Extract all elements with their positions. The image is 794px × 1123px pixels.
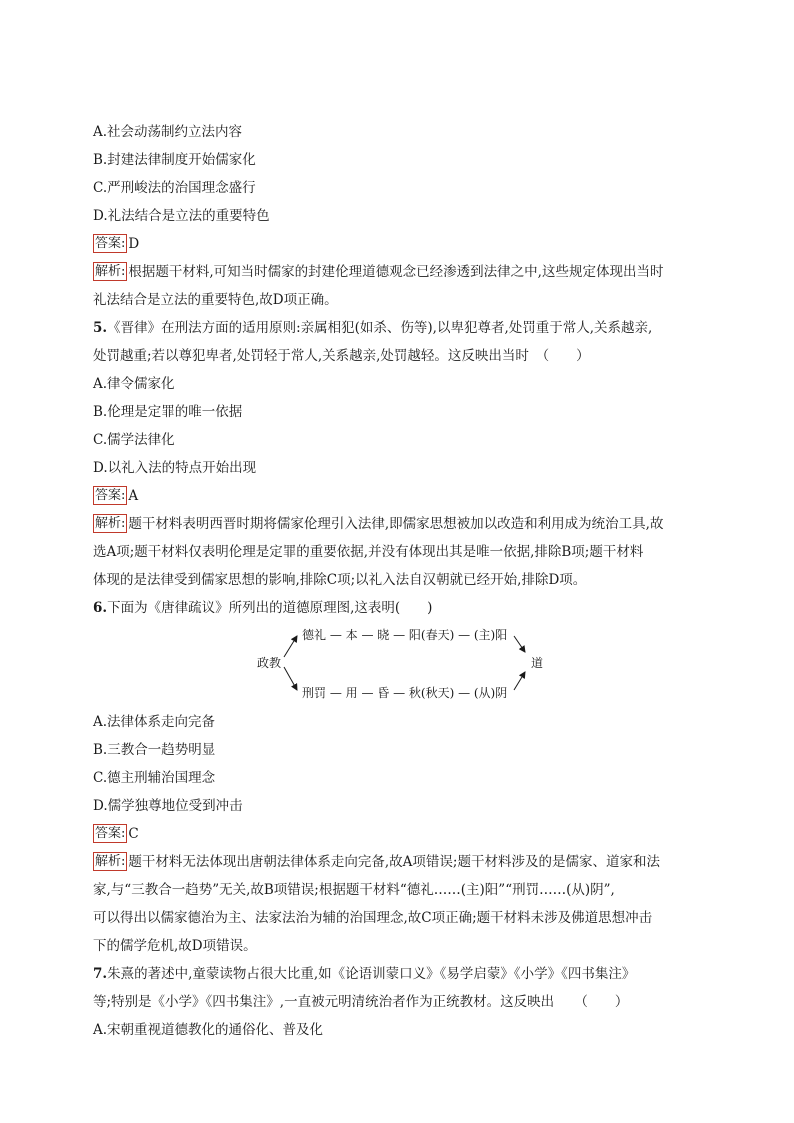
- question-6: [93, 594, 713, 960]
- q4-analysis-line-2: 礼法结合是立法的重要特色,故D项正确。: [93, 292, 338, 308]
- document-page: [93, 118, 713, 1044]
- q6-analysis-line-4: 下的儒学危机,故D项错误。: [93, 938, 257, 954]
- q6-answer-value: C: [128, 826, 139, 842]
- question-5: [93, 314, 713, 594]
- q5-option-a: A.律令儒家化: [93, 376, 175, 392]
- q5-analysis-line-2: 选A项;题干材料仅表明伦理是定罪的重要依据,并没有体现出其是唯一依据,排除B项;题干材料: [93, 544, 644, 560]
- q4-analysis-line-1: 解析: 根据题干材料,可知当时儒家的封建伦理道德观念已经渗透到法律之中,这些规定体现出当时: [95, 264, 664, 280]
- q6-option-a: A.法律体系走向完备: [93, 714, 216, 730]
- question-7: [93, 960, 713, 1044]
- answer-tag: 答案:: [95, 826, 126, 841]
- q5-stem-line-1: 5.《晋律》在刑法方面的适用原则:亲属相犯(如杀、伤等),以卑犯尊者,处罚重于常人,关系越亲,: [93, 320, 653, 336]
- q6-stem: 6.下面为《唐律疏议》所列出的道德原理图,这表明( ): [93, 600, 433, 616]
- q6-option-d: D.儒学独尊地位受到冲击: [93, 798, 243, 814]
- arrow-right-top: [514, 636, 525, 652]
- arrow-right-bottom: [514, 672, 525, 690]
- q6-analysis-line-1: 解析: 题干材料无法体现出唐朝法律体系走向完备,故A项错误;题干材料涉及的是儒家、道家和法: [95, 854, 660, 870]
- q7-option-a: A.宋朝重视道德教化的通俗化、普及化: [93, 1022, 324, 1038]
- q4-answer: [93, 230, 713, 258]
- q5-answer-value: A: [128, 488, 139, 504]
- q6-number: 6.: [93, 600, 108, 616]
- arrow-left-top: [284, 636, 297, 657]
- q5-number: 5.: [93, 320, 108, 336]
- q5-option-c: C.儒学法律化: [93, 432, 175, 448]
- diagram-bottom-row: 刑罚 — 用 — 昏 — 秋(秋天) — (从)阴: [302, 686, 508, 700]
- question-4: [93, 118, 713, 314]
- q4-option-d: D.礼法结合是立法的重要特色: [93, 208, 270, 224]
- diagram-left-label: 政教: [257, 656, 282, 670]
- q5-option-b: B.伦理是定罪的唯一依据: [93, 404, 243, 420]
- analysis-tag: 解析:: [95, 264, 126, 279]
- morality-principle-diagram: [93, 624, 713, 708]
- q7-number: 7.: [93, 966, 108, 982]
- analysis-tag: 解析:: [95, 516, 126, 531]
- q5-option-d: D.以礼入法的特点开始出现: [93, 460, 257, 476]
- diagram-right-label: 道: [531, 656, 544, 670]
- diagram-top-row: 德礼 — 本 — 晓 — 阳(春天) — (主)阳: [302, 628, 508, 642]
- q6-analysis-line-2: 家,与“三教合一趋势”无关,故B项错误;根据题干材料“德礼……(主)阳”“刑罚……(从)阴”,: [93, 882, 615, 898]
- q5-stem-line-2: 处罚越重;若以尊犯卑者,处罚轻于常人,关系越亲,处罚越轻。这反映出当时 （ ）: [93, 348, 590, 364]
- q4-answer-value: D: [128, 236, 140, 252]
- q5-analysis-line-1: 解析: 题干材料表明西晋时期将儒家伦理引入法律,即儒家思想被加以改造和利用成为统治工具,故: [95, 516, 664, 532]
- q4-option-c: C.严刑峻法的治国理念盛行: [93, 180, 256, 196]
- answer-tag: 答案:: [95, 488, 126, 503]
- q6-option-b: B.三教合一趋势明显: [93, 742, 216, 758]
- q4-option-a: A.社会动荡制约立法内容: [93, 124, 243, 140]
- q6-analysis-line-3: 可以得出以儒家德治为主、法家法治为辅的治国理念,故C项正确;题干材料未涉及佛道思想冲击: [93, 910, 653, 926]
- q6-option-c: C.德主刑辅治国理念: [93, 770, 216, 786]
- q7-stem-line-1: 7.朱熹的著述中,童蒙读物占很大比重,如《论语训蒙口义》《易学启蒙》《小学》《四书集注》: [93, 966, 636, 982]
- q6-answer: [93, 820, 713, 848]
- q5-answer: [93, 482, 713, 510]
- analysis-tag: 解析:: [95, 854, 126, 869]
- answer-tag: 答案:: [95, 236, 126, 251]
- q4-option-b: B.封建法律制度开始儒家化: [93, 152, 256, 168]
- q7-stem-line-2: 等;特别是《小学》《四书集注》,一直被元明清统治者作为正统教材。这反映出 （ ）: [93, 994, 629, 1010]
- q5-analysis-line-3: 体现的是法律受到儒家思想的影响,排除C项;以礼入法自汉朝就已经开始,排除D项。: [93, 572, 587, 588]
- arrow-left-bottom: [284, 667, 297, 690]
